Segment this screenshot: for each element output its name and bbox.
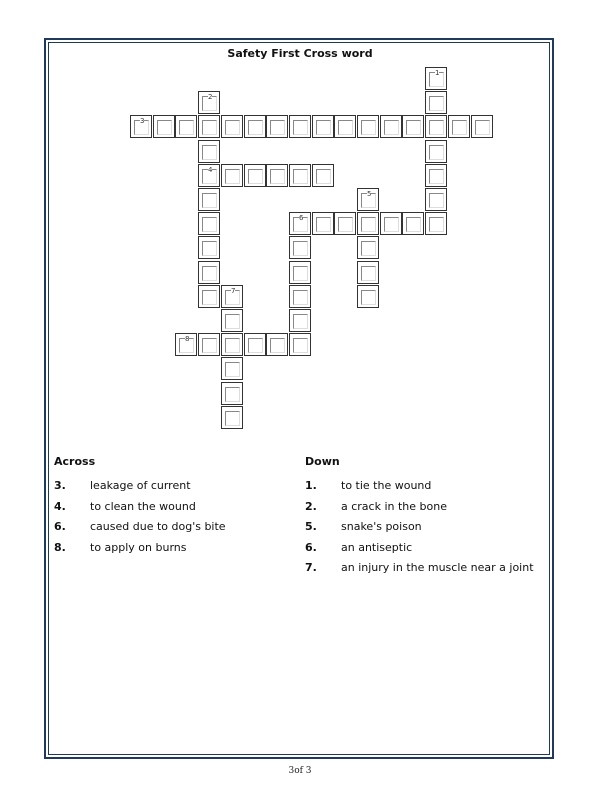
crossword-cell[interactable]: [198, 140, 220, 163]
crossword-cell[interactable]: [402, 212, 424, 235]
crossword-cell[interactable]: [471, 115, 493, 138]
crossword-cell[interactable]: [198, 188, 220, 211]
crossword-cell[interactable]: [380, 212, 402, 235]
crossword-cell[interactable]: [448, 115, 470, 138]
clue-number: 4.: [54, 500, 66, 513]
crossword-cell[interactable]: [357, 188, 379, 211]
crossword-cell[interactable]: [266, 333, 288, 356]
crossword-cell[interactable]: [357, 236, 379, 259]
crossword-cell[interactable]: [244, 115, 266, 138]
clue-text: to tie the wound: [341, 479, 432, 492]
clue-text: caused due to dog's bite: [90, 520, 226, 533]
clue-text: a crack in the bone: [341, 500, 447, 513]
crossword-cell[interactable]: [289, 212, 311, 235]
crossword-cell[interactable]: [221, 115, 243, 138]
crossword-cell[interactable]: [425, 164, 447, 187]
clue-text: snake's poison: [341, 520, 422, 533]
clue-number: 2.: [305, 500, 317, 513]
crossword-cell[interactable]: [266, 115, 288, 138]
crossword-cell[interactable]: [357, 115, 379, 138]
crossword-cell[interactable]: [130, 115, 152, 138]
clue-text: to clean the wound: [90, 500, 196, 513]
crossword-cell[interactable]: [153, 115, 175, 138]
crossword-cell[interactable]: [175, 115, 197, 138]
crossword-cell[interactable]: [221, 309, 243, 332]
crossword-cell[interactable]: [312, 115, 334, 138]
crossword-cell[interactable]: [198, 285, 220, 308]
crossword-cell[interactable]: [198, 91, 220, 114]
crossword-cell[interactable]: [289, 333, 311, 356]
clue-text: to apply on burns: [90, 541, 187, 554]
crossword-cell[interactable]: [289, 115, 311, 138]
clue-number: 1.: [305, 479, 317, 492]
crossword-cell[interactable]: [221, 357, 243, 380]
clue-number-label: 5: [367, 190, 372, 198]
crossword-cell[interactable]: [357, 212, 379, 235]
clue-text: leakage of current: [90, 479, 191, 492]
puzzle-title: Safety First Cross word: [227, 47, 373, 60]
clue-number-label: 8: [185, 335, 190, 343]
crossword-cell[interactable]: [312, 212, 334, 235]
crossword-cell[interactable]: [198, 212, 220, 235]
crossword-cell[interactable]: [266, 164, 288, 187]
crossword-cell[interactable]: [425, 188, 447, 211]
clue-number-label: 3: [140, 117, 145, 125]
crossword-cell[interactable]: [312, 164, 334, 187]
crossword-cell[interactable]: [402, 115, 424, 138]
clue-number: 6.: [305, 541, 317, 554]
clue-number-label: 1: [435, 69, 440, 77]
clue-number: 5.: [305, 520, 317, 533]
crossword-cell[interactable]: [380, 115, 402, 138]
clue-text: an antiseptic: [341, 541, 413, 554]
crossword-cell[interactable]: [357, 261, 379, 284]
crossword-cell[interactable]: [198, 164, 220, 187]
clue-number: 8.: [54, 541, 66, 554]
clue-number: 7.: [305, 561, 317, 574]
across-heading: Across: [54, 455, 96, 468]
clue-number-label: 2: [208, 93, 213, 101]
crossword-cell[interactable]: [425, 91, 447, 114]
clue-number-label: 7: [231, 287, 236, 295]
crossword-cell[interactable]: [289, 261, 311, 284]
crossword-cell[interactable]: [198, 115, 220, 138]
crossword-cell[interactable]: [221, 333, 243, 356]
crossword-cell[interactable]: [244, 164, 266, 187]
clue-number: 6.: [54, 520, 66, 533]
crossword-cell[interactable]: [334, 212, 356, 235]
crossword-cell[interactable]: [289, 309, 311, 332]
page-footer: 3of 3: [288, 766, 312, 776]
crossword-cell[interactable]: [175, 333, 197, 356]
crossword-cell[interactable]: [221, 382, 243, 405]
crossword-cell[interactable]: [357, 285, 379, 308]
crossword-cell[interactable]: [289, 285, 311, 308]
clue-number-label: 4: [208, 166, 213, 174]
clue-number: 3.: [54, 479, 66, 492]
clue-number-label: 6: [299, 214, 304, 222]
crossword-cell[interactable]: [289, 164, 311, 187]
crossword-cell[interactable]: [221, 285, 243, 308]
crossword-cell[interactable]: [244, 333, 266, 356]
crossword-cell[interactable]: [289, 236, 311, 259]
crossword-cell[interactable]: [221, 406, 243, 429]
crossword-cell[interactable]: [334, 115, 356, 138]
clue-text: an injury in the muscle near a joint: [341, 561, 534, 574]
crossword-cell[interactable]: [198, 333, 220, 356]
crossword-cell[interactable]: [198, 261, 220, 284]
crossword-cell[interactable]: [221, 164, 243, 187]
crossword-cell[interactable]: [425, 67, 447, 90]
crossword-cell[interactable]: [198, 236, 220, 259]
crossword-cell[interactable]: [425, 212, 447, 235]
crossword-cell[interactable]: [425, 115, 447, 138]
down-heading: Down: [305, 455, 340, 468]
crossword-cell[interactable]: [425, 140, 447, 163]
